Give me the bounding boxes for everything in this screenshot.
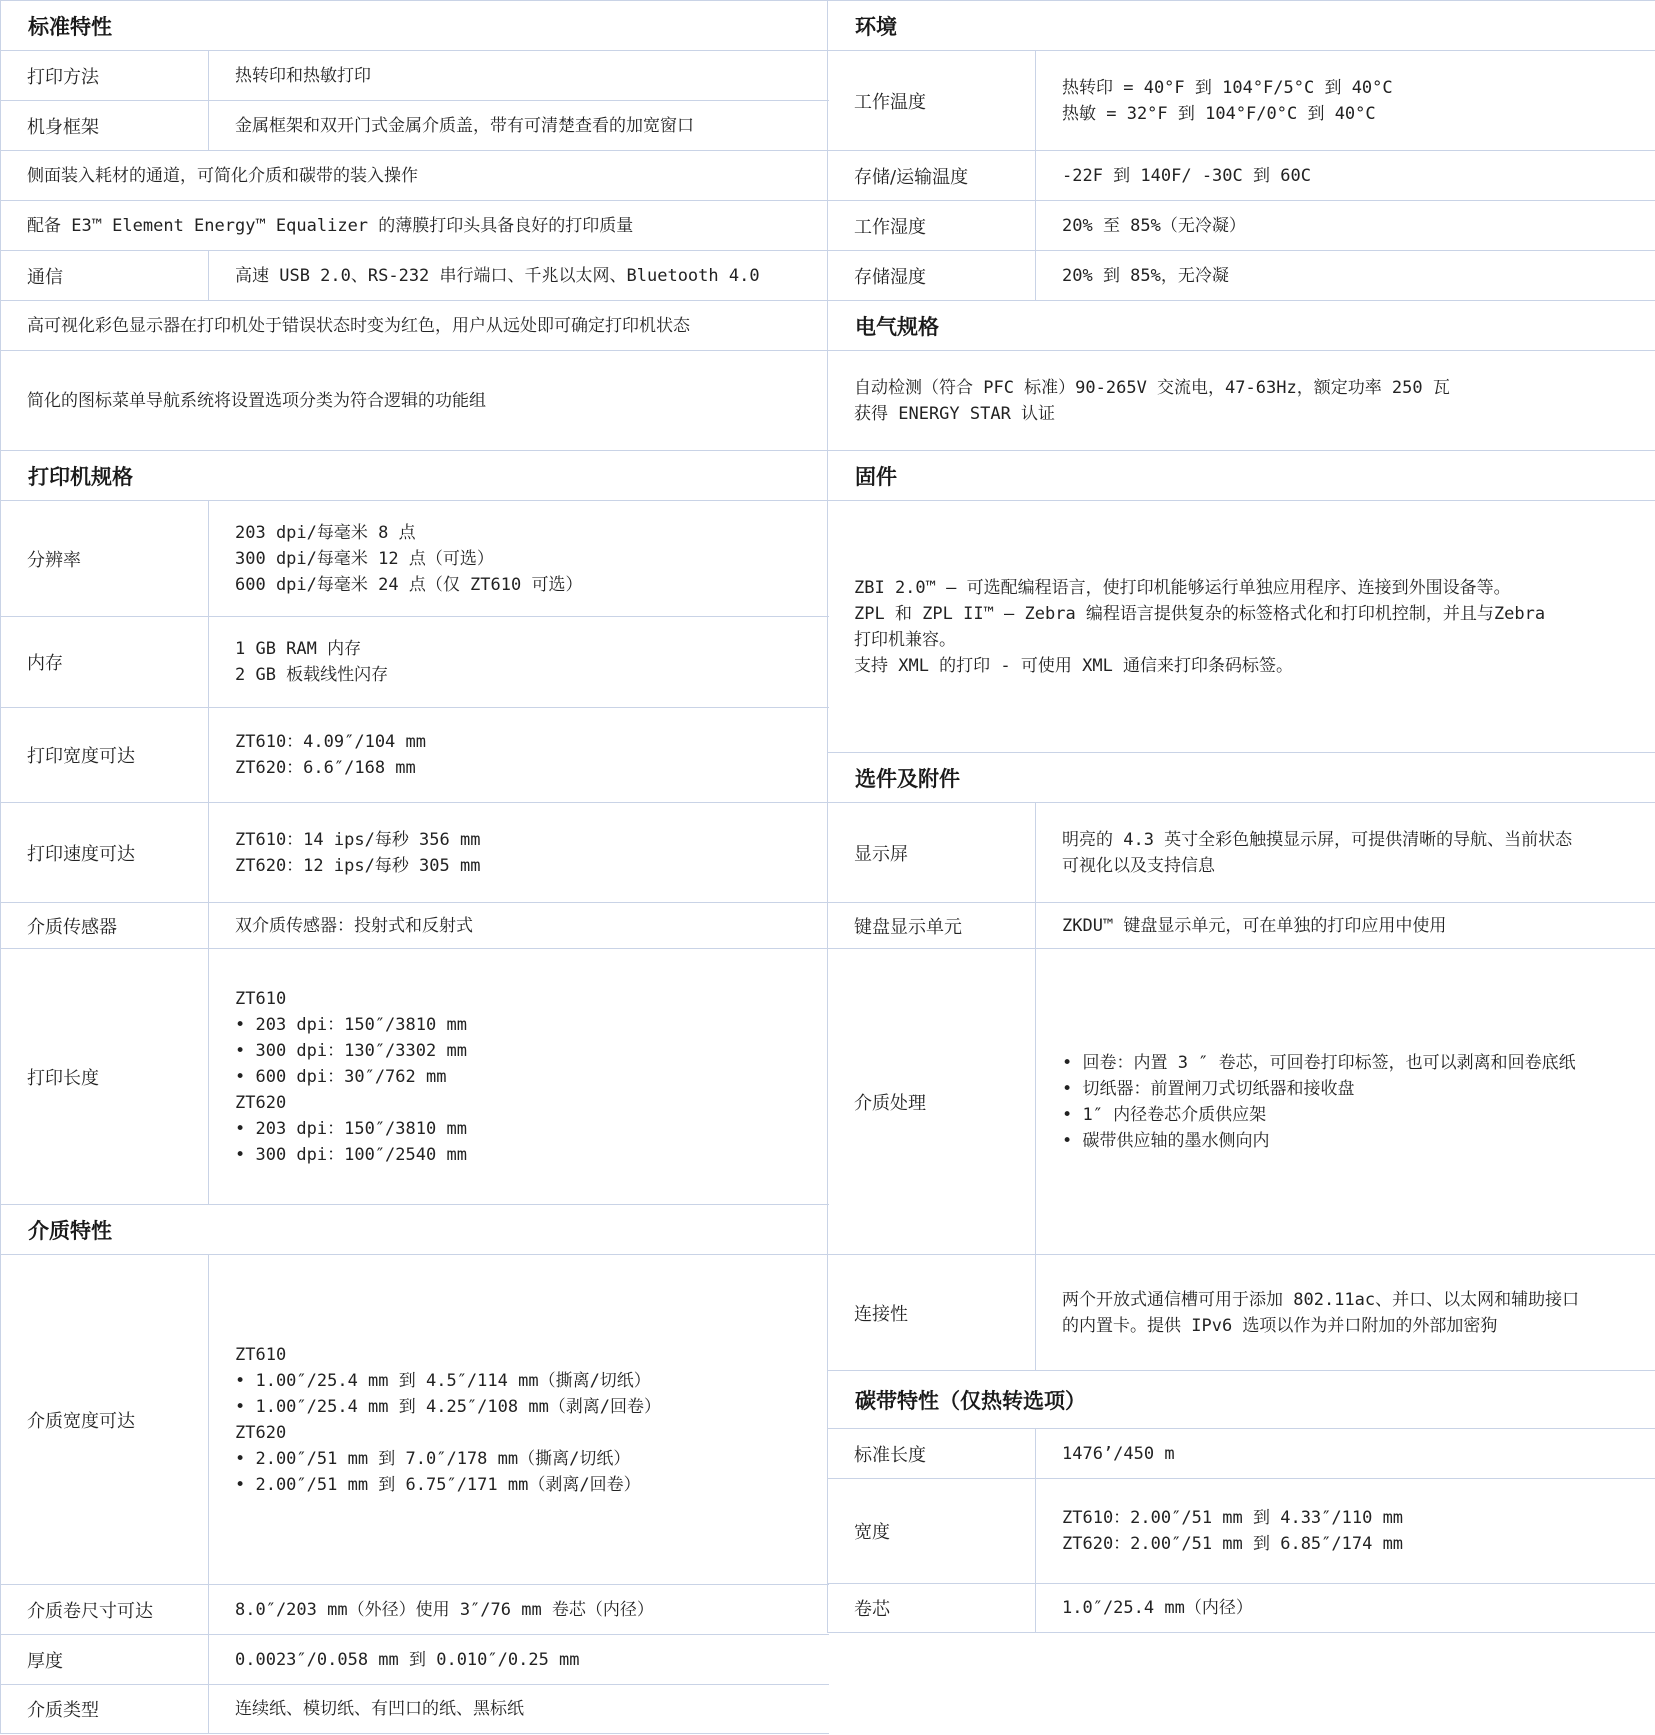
spec-value: 简化的图标菜单导航系统将设置选项分类为符合逻辑的功能组 <box>27 390 486 411</box>
spec-label: 介质传感器 <box>1 903 209 948</box>
spec-row-media-roll <box>1 1584 829 1634</box>
spec-row-ribbon-core <box>828 1583 1655 1633</box>
spec-label: 显示屏 <box>828 803 1036 902</box>
spec-label: 键盘显示单元 <box>828 903 1036 948</box>
spec-row-op-temp <box>828 50 1655 150</box>
spec-label: 通信 <box>1 251 209 300</box>
spec-label: 介质宽度可达 <box>1 1255 209 1584</box>
section-title: 介质特性 <box>28 1217 112 1243</box>
spec-row-firmware <box>828 500 1655 752</box>
section-header-standard <box>1 0 829 50</box>
spec-row-op-humidity <box>828 200 1655 250</box>
section-title: 打印机规格 <box>28 463 133 489</box>
spec-row-print-length <box>1 948 829 1204</box>
spec-value: 配备 E3™ Element Energy™ Equalizer 的薄膜打印头具备良好的打印质量 <box>27 215 634 236</box>
section-title: 电气规格 <box>855 313 939 339</box>
spec-label: 内存 <box>1 617 209 707</box>
spec-value: 203 dpi/每毫米 8 点 300 dpi/每毫米 12 点（可选） 600 dpi/每毫米 24 点（仅 ZT610 可选） <box>235 522 583 595</box>
spec-value: 0.0023″/0.058 mm 到 0.010″/0.25 mm <box>235 1649 580 1670</box>
section-header-electrical <box>828 300 1655 350</box>
spec-row-ribbon-width <box>828 1478 1655 1583</box>
spec-value: ZT610 • 203 dpi：150″/3810 mm • 300 dpi：130″/3302 mm • 600 dpi：30″/762 mm ZT620 • 203 dpi：150″/3810 mm • 300 dpi：100″/2540 mm <box>235 988 467 1165</box>
section-header-firmware <box>828 450 1655 500</box>
spec-row-display <box>828 802 1655 902</box>
spec-value: 金属框架和双开门式金属介质盖，带有可清楚查看的加宽窗口 <box>235 115 694 136</box>
spec-row-electrical <box>828 350 1655 450</box>
spec-value: -22F 到 140F/ -30C 到 60C <box>1062 165 1311 186</box>
spec-label: 卷芯 <box>828 1584 1036 1632</box>
spec-value: ZT610：2.00″/51 mm 到 4.33″/110 mm ZT620：2.00″/51 mm 到 6.85″/174 mm <box>1062 1508 1404 1554</box>
spec-row-media-type <box>1 1684 829 1734</box>
section-title: 标准特性 <box>28 13 112 39</box>
spec-row-media-handling <box>828 948 1655 1254</box>
spec-value: 热转印和热敏打印 <box>235 65 371 86</box>
spec-row-storage-humidity <box>828 250 1655 300</box>
spec-value: 高可视化彩色显示器在打印机处于错误状态时变为红色，用户从远处即可确定打印机状态 <box>27 315 690 336</box>
spec-value: 1 GB RAM 内存 2 GB 板载线性闪存 <box>235 639 389 685</box>
spec-value: 20% 至 85%（无冷凝） <box>1062 215 1246 236</box>
spec-value: 两个开放式通信槽可用于添加 802.11ac、并口、以太网和辅助接口 的内置卡。提供 IPv6 选项以作为并口附加的外部加密狗 <box>1062 1289 1580 1336</box>
spec-label: 厚度 <box>1 1635 209 1684</box>
spec-value: 明亮的 4.3 英寸全彩色触摸显示屏，可提供清晰的导航、当前状态 可视化以及支持信息 <box>1062 829 1573 876</box>
section-title: 环境 <box>855 13 897 39</box>
right-column <box>827 0 1655 1633</box>
spec-row-storage-temp <box>828 150 1655 200</box>
spec-row-print-width <box>1 707 829 802</box>
spec-row-icon-menu <box>1 350 829 450</box>
spec-label: 连接性 <box>828 1255 1036 1370</box>
spec-row-comm <box>1 250 829 300</box>
spec-label: 分辨率 <box>1 501 209 616</box>
spec-row-sensor <box>1 902 829 948</box>
spec-label: 打印方法 <box>1 51 209 100</box>
spec-row-side-load <box>1 150 829 200</box>
spec-label: 工作湿度 <box>828 201 1036 250</box>
section-title: 碳带特性（仅热转选项） <box>855 1387 1086 1413</box>
spec-row-display-red <box>1 300 829 350</box>
spec-label: 介质卷尺寸可达 <box>1 1585 209 1634</box>
section-header-options <box>828 752 1655 802</box>
spec-value: 连续纸、模切纸、有凹口的纸、黑标纸 <box>235 1699 524 1719</box>
section-header-env <box>828 0 1655 50</box>
spec-row-resolution <box>1 500 829 616</box>
spec-label: 存储湿度 <box>828 251 1036 300</box>
spec-value: • 回卷：内置 3 ″ 卷芯，可回卷打印标签，也可以剥离和回卷底纸 • 切纸器：前置闸刀式切纸器和接收盘 • 1″ 内径卷芯介质供应架 • 碳带供应轴的墨水侧向内 <box>1062 1052 1576 1151</box>
spec-label: 存储/运输温度 <box>828 151 1036 200</box>
spec-value: 1.0″/25.4 mm（内径） <box>1062 1598 1253 1618</box>
spec-row-memory <box>1 616 829 707</box>
spec-value: 20% 到 85%，无冷凝 <box>1062 265 1229 286</box>
section-header-printer <box>1 450 829 500</box>
spec-label: 介质处理 <box>828 949 1036 1254</box>
spec-value: ZBI 2.0™ — 可选配编程语言，使打印机能够运行单独应用程序、连接到外围设备等。 ZPL 和 ZPL II™ — Zebra 编程语言提供复杂的标签格式化和打印机控制，并且与Zebra 打印机兼容。 支持 XML 的打印 - 可使用 XML 通信来打印条码标签。 <box>854 577 1546 676</box>
section-header-media <box>1 1204 829 1254</box>
spec-row-frame <box>1 100 829 150</box>
spec-value: 侧面装入耗材的通道，可简化介质和碳带的装入操作 <box>27 165 418 186</box>
section-title: 选件及附件 <box>855 765 960 791</box>
spec-value: 自动检测（符合 PFC 标准）90-265V 交流电，47-63Hz，额定功率 250 瓦 获得 ENERGY STAR 认证 <box>854 377 1450 424</box>
spec-value: 双介质传感器：投射式和反射式 <box>235 915 473 936</box>
spec-value: 高速 USB 2.0、RS-232 串行端口、千兆以太网、Bluetooth 4.0 <box>235 265 760 286</box>
spec-row-print-speed <box>1 802 829 902</box>
spec-value: ZT610 • 1.00″/25.4 mm 到 4.5″/114 mm（撕离/切纸） • 1.00″/25.4 mm 到 4.25″/108 mm（剥离/回卷） ZT620 • 2.00″/51 mm 到 7.0″/178 mm（撕离/切纸） • 2.00″/51 mm 到 6.75″/171 mm（剥离/回卷） <box>235 1344 662 1495</box>
spec-row-keyboard <box>828 902 1655 948</box>
spec-label: 标准长度 <box>828 1429 1036 1478</box>
spec-value: ZT610：14 ips/每秒 356 mm ZT620：12 ips/每秒 305 mm <box>235 829 481 876</box>
spec-row-connectivity <box>828 1254 1655 1370</box>
spec-value: 热转印 = 40°F 到 104°F/5°C 到 40°C 热敏 = 32°F 到 104°F/0°C 到 40°C <box>1062 77 1393 124</box>
spec-row-print-method <box>1 50 829 100</box>
spec-value: 8.0″/203 mm（外径）使用 3″/76 mm 卷芯（内径） <box>235 1599 654 1620</box>
spec-value: 1476’/450 m <box>1062 1443 1175 1464</box>
spec-row-media-width <box>1 1254 829 1584</box>
spec-row-thickness <box>1 1634 829 1684</box>
spec-label: 工作温度 <box>828 51 1036 150</box>
spec-row-ribbon-length <box>828 1428 1655 1478</box>
spec-value: ZKDU™ 键盘显示单元，可在单独的打印应用中使用 <box>1062 915 1447 936</box>
spec-label: 打印宽度可达 <box>1 708 209 802</box>
spec-label: 宽度 <box>828 1479 1036 1583</box>
section-header-ribbon <box>828 1370 1655 1428</box>
spec-label: 机身框架 <box>1 101 209 150</box>
spec-row-e3 <box>1 200 829 250</box>
spec-label: 介质类型 <box>1 1685 209 1733</box>
spec-label: 打印长度 <box>1 949 209 1204</box>
spec-label: 打印速度可达 <box>1 803 209 902</box>
section-title: 固件 <box>855 463 897 489</box>
spec-value: ZT610：4.09″/104 mm ZT620：6.6″/168 mm <box>235 732 426 778</box>
